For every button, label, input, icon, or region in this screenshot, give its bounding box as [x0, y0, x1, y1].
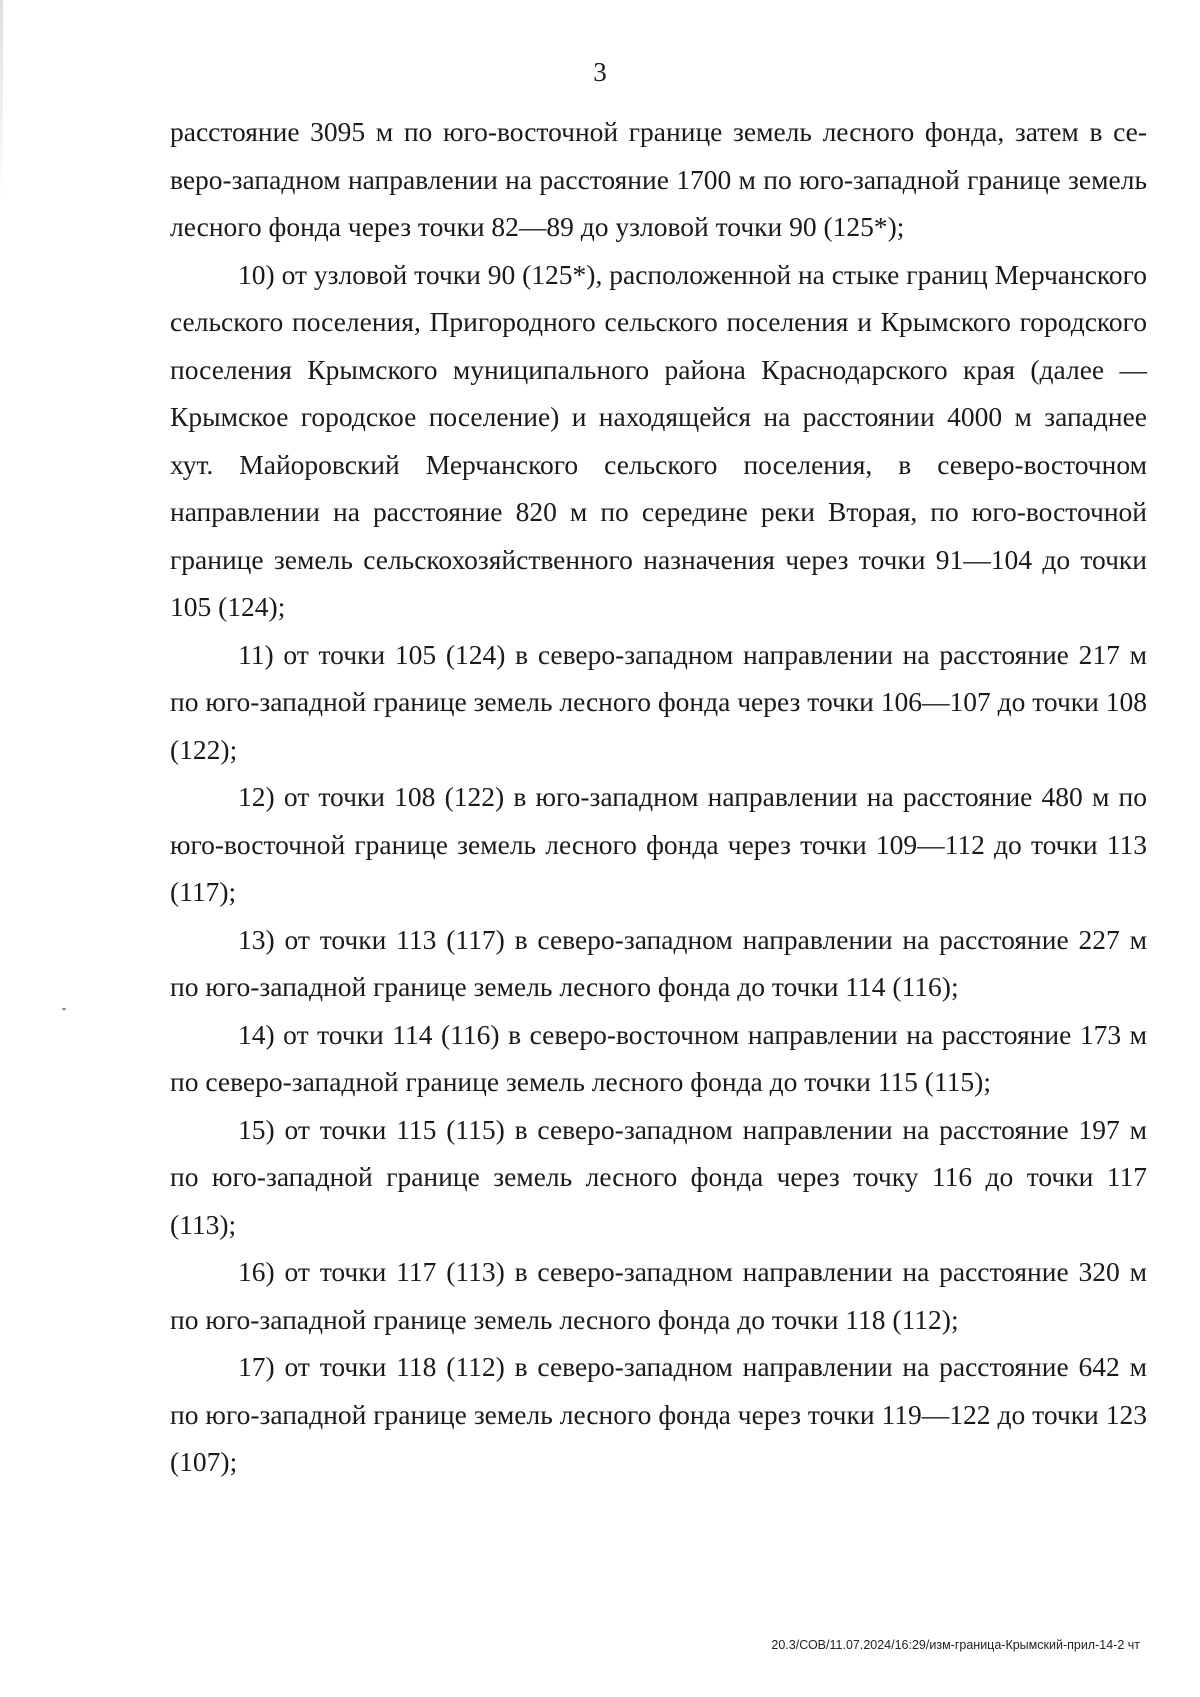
paragraph-item-14: 14) от точки 114 (116) в северо-восточном направлении на расстояние 173 м по северо-западной границе земель лесного фонда до точки 115 (115); — [170, 1018, 1147, 1097]
document-body — [170, 108, 1147, 1486]
paragraph-item-16: 16) от точки 117 (113) в северо-западном направлении на расстояние 320 м по юго-западной границе земель лесного фонда до точки 118 (112); — [170, 1256, 1147, 1335]
paragraph-item-10: 10) от узловой точки 90 (125*), расположенной на стыке границ Мерчанского сельского поселения, Пригородного сельского поселения и Крымского городского поселения Крымского муниципального района Краснодарского края (далее — Крымское городское поселение) и находящейся на расстоянии 4000 м западнее хут. Майоровский Мерчанского сельского поселения, в северо-восточном направлении на расстояние 820 м по середине реки Вторая, по юго-восточной границе земель сельскохозяйственного назначения через точки 91—104 до точки 105 (124); — [170, 258, 1147, 622]
scan-speck — [62, 1008, 66, 1010]
paragraph-item-11: 11) от точки 105 (124) в северо-западном направлении на расстояние 217 м по юго-западной границе земель лесного фонда через точки 106—107 до точки 108 (122); — [170, 638, 1147, 765]
page-number: 3 — [593, 57, 607, 87]
paragraph-item-12: 12) от точки 108 (122) в юго-западном направлении на расстояние 480 м по юго-восточной границе земель лесного фонда через точки 109—112 до точки 113 (117); — [170, 781, 1147, 907]
paragraph-item-15: 15) от точки 115 (115) в северо-западном направлении на расстояние 197 м по юго-западной границе земель лесного фонда через точку 116 до точки 117 (113); — [170, 1113, 1147, 1240]
scan-edge-shadow — [0, 0, 3, 200]
document-footer-code: 20.3/СОВ/11.07.2024/16:29/изм-граница-Крымский-прил-14-2 чт — [771, 1638, 1140, 1652]
paragraph-item-13: 13) от точки 113 (117) в северо-западном направлении на расстояние 227 м по юго-западной границе земель лесного фонда до точки 114 (116); — [170, 923, 1147, 1002]
paragraph-continuation: расстояние 3095 м по юго-восточной границе земель лесного фонда, затем в северо-западном направлении на расстояние 1700 м по юго-западной границе земель лесного фонда через точки 82—89 до узловой точки 90 (125*); — [170, 116, 1147, 242]
paragraph-item-17: 17) от точки 118 (112) в северо-западном направлении на расстояние 642 м по юго-западной границе земель лесного фонда через точки 119—122 до точки 123 (107); — [170, 1351, 1147, 1477]
